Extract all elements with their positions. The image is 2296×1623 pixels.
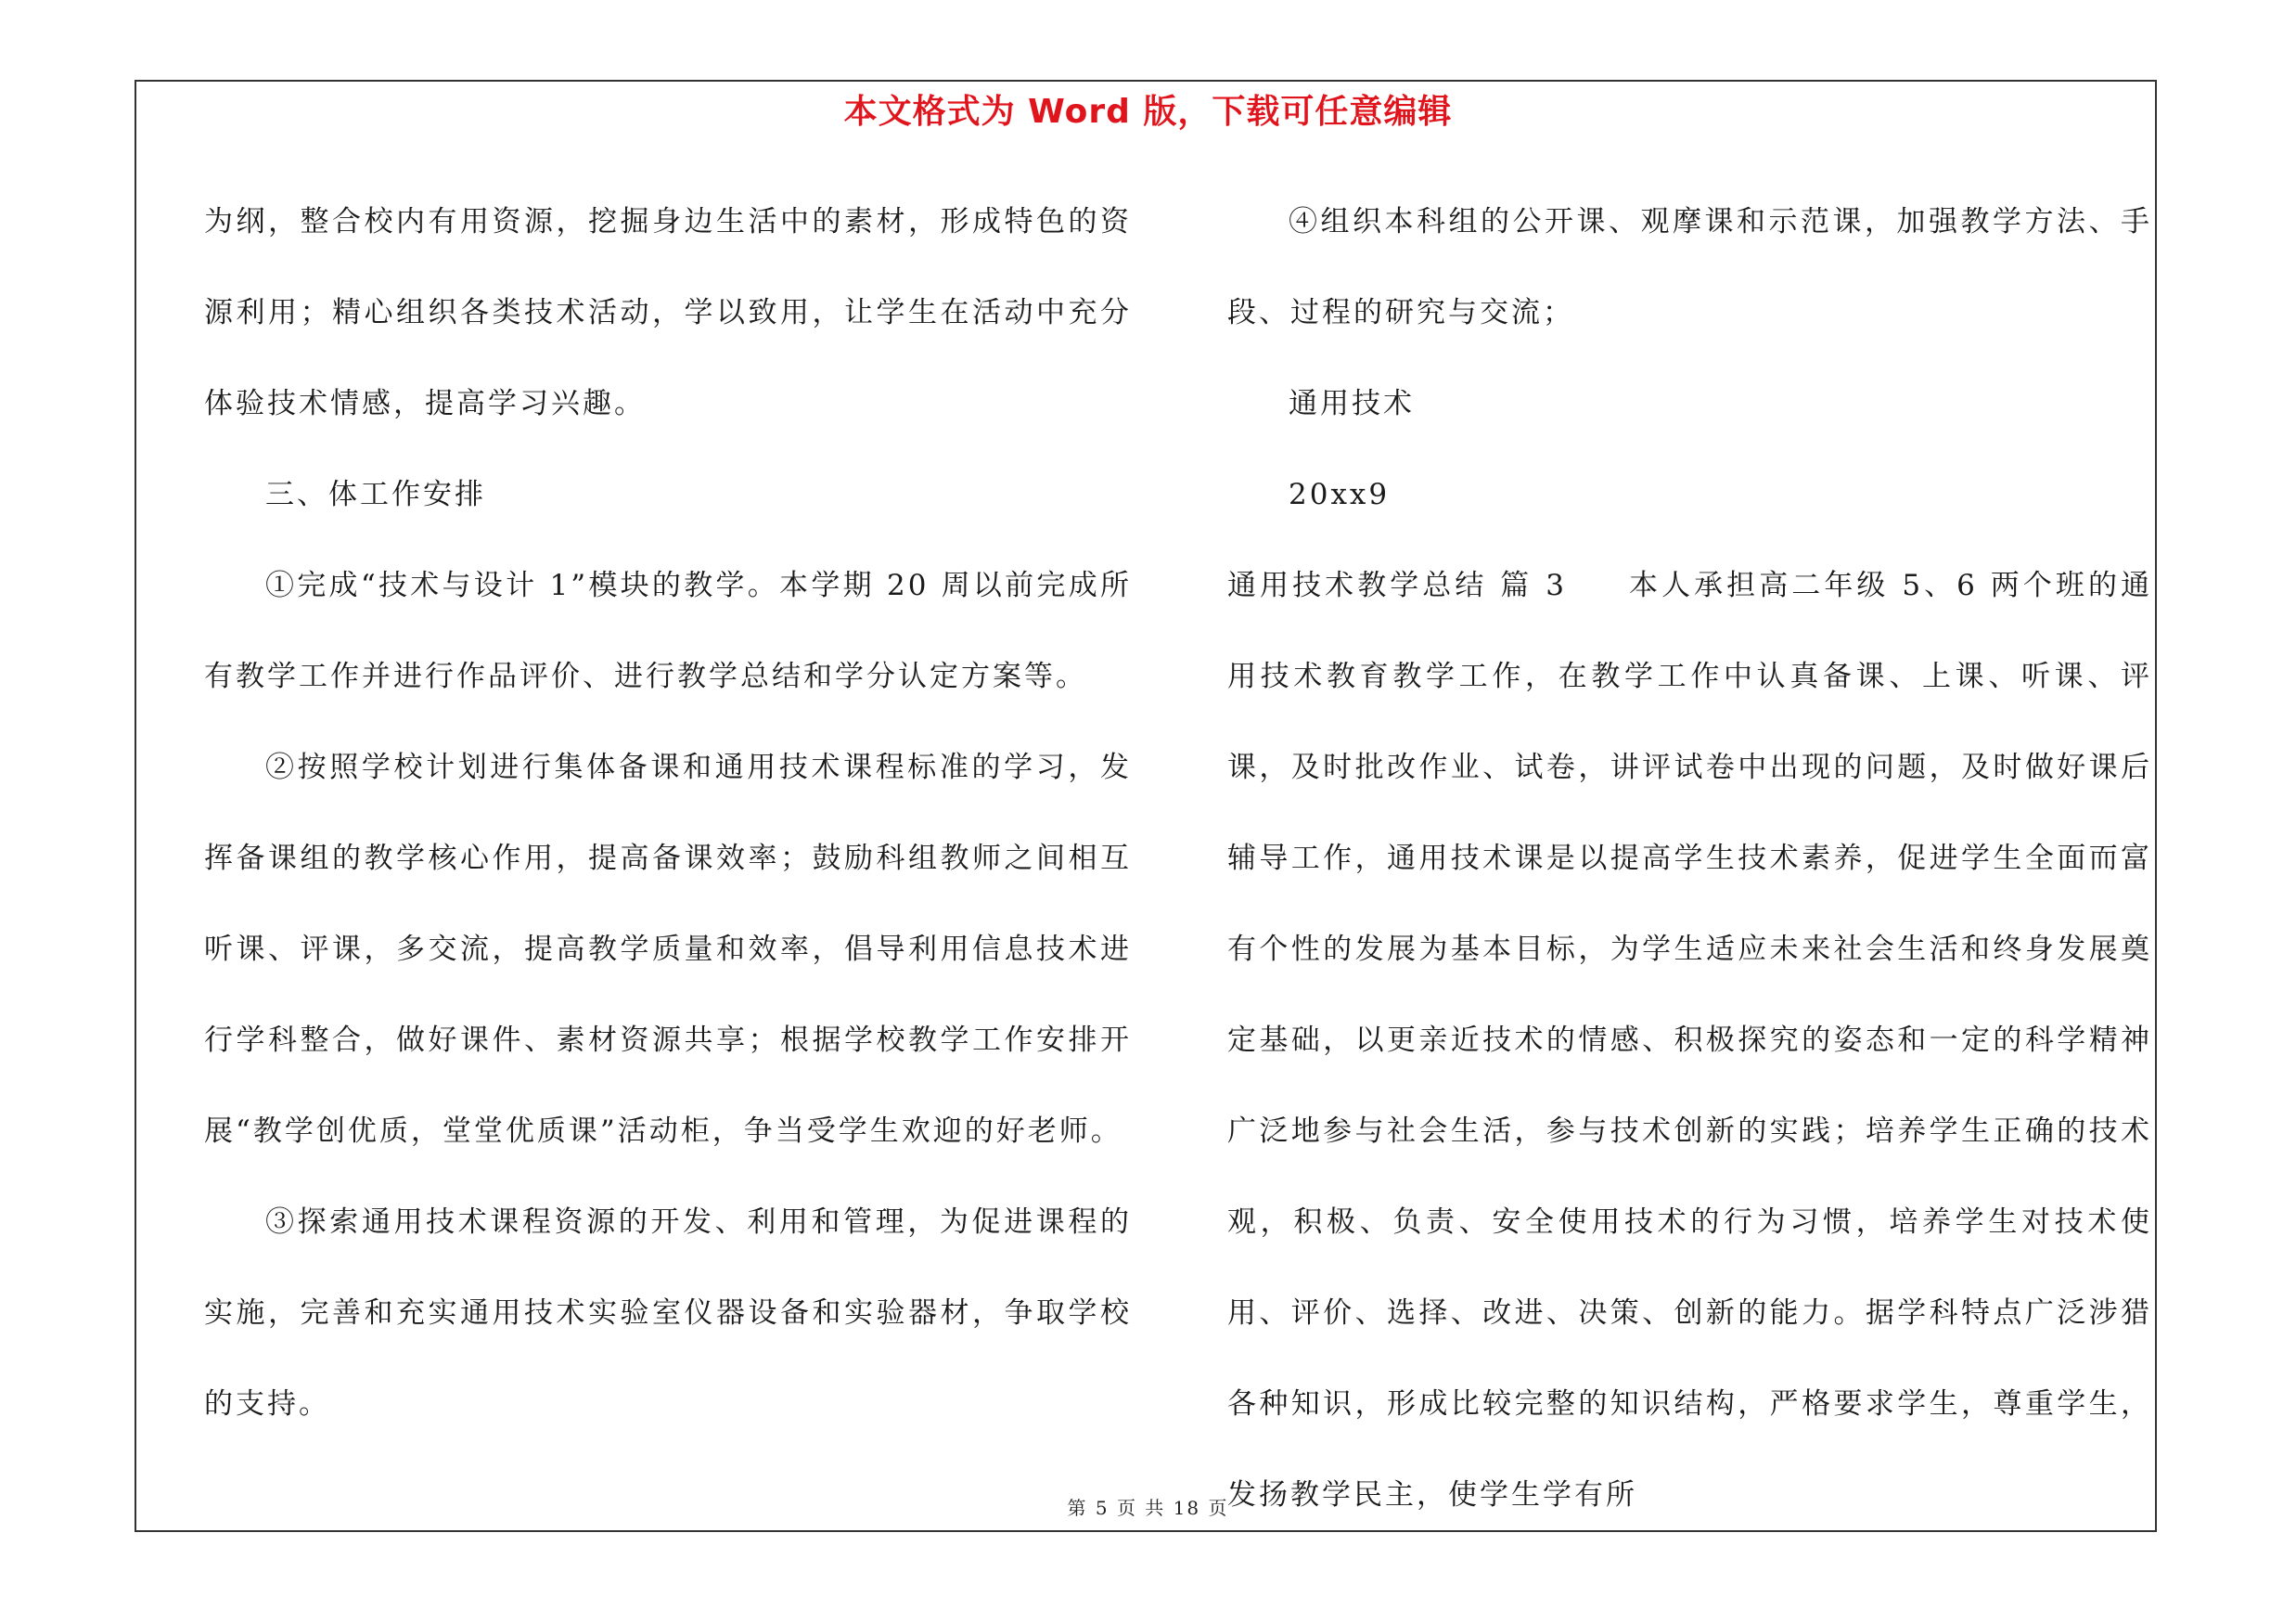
article-title: 通用技术教学总结 篇 3 [1227,569,1567,602]
word-format-banner: 本文格式为 Word 版，下载可任意编辑 [843,93,1453,131]
paragraph: ①完成“技术与设计 1”模块的教学。本学期 20 周以前完成所有教学工作并进行作品评价、进行教学总结和学分认定方案等。 [204,569,1132,693]
page-number: 第 5 页 共 18 页 [1067,1497,1229,1519]
paragraph: 为纲，整合校内有用资源，挖掘身边生活中的素材，形成特色的资源利用；精心组织各类技术活动，学以致用，让学生在活动中充分体验技术情感，提高学习兴趣。 [204,205,1132,420]
paragraph [1227,540,2152,1540]
paragraph: ②按照学校计划进行集体备课和通用技术课程标准的学习，发挥备课组的教学核心作用，提高备课效率；鼓励科组教师之间相互听课、评课，多交流，提高教学质量和效率，倡导利用信息技术进行学科整合，做好课件、素材资源共享；根据学校教学工作安排开展“教学创优质，堂堂优质课”活动柜，争当受学生欢迎的好老师。 [204,751,1132,1148]
paragraph: 通用技术 [1289,387,1415,420]
date-line: 20xx9 [1289,478,1391,511]
right-column [1227,176,2152,1540]
left-column [204,176,1132,1449]
article-body: 本人承担高二年级 5、6 两个班的通用技术教育教学工作，在教学工作中认真备课、上课、听课、评课，及时批改作业、试卷，讲评试卷中出现的问题，及时做好课后辅导工作，通用技术课是以提高学生技术素养，促进学生全面而富有个性的发展为基本目标，为学生适应未来社会生活和终身发展奠定基础，以更亲近技术的情感、积极探究的姿态和一定的科学精神广泛地参与社会生活，参与技术创新的实践；培养学生正确的技术观，积极、负责、安全使用技术的行为习惯，培养学生对技术使用、评价、选择、改进、决策、创新的能力。据学科特点广泛涉猎各种知识，形成比较完整的知识结构，严格要求学生，尊重学生，发扬教学民主，使学生学有所 [1227,569,2152,1512]
paragraph: ④组织本科组的公开课、观摩课和示范课，加强教学方法、手段、过程的研究与交流； [1227,205,2152,329]
section-heading: 三、体工作安排 [265,478,486,511]
paragraph: ③探索通用技术课程资源的开发、利用和管理，为促进课程的实施，完善和充实通用技术实验室仪器设备和实验器材，争取学校的支持。 [204,1205,1132,1421]
